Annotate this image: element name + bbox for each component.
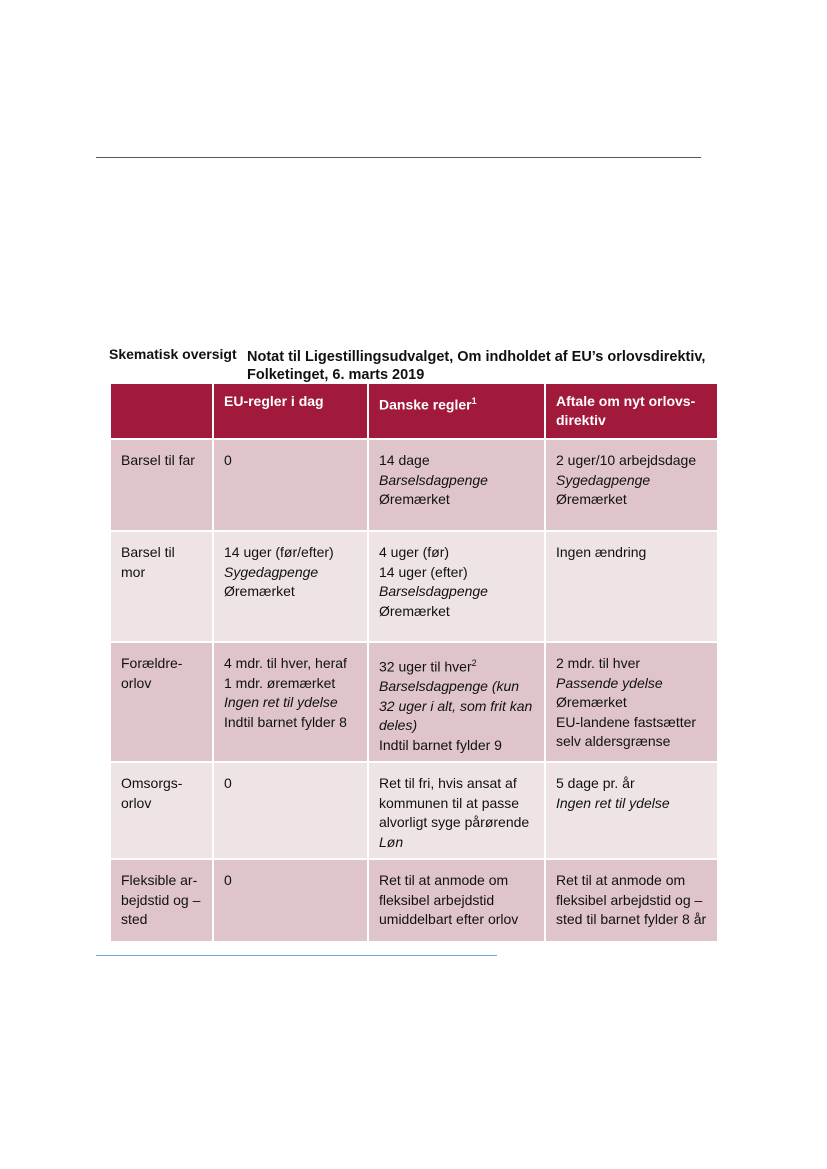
cell-line: 0 — [224, 452, 232, 468]
cell-eu-now — [214, 763, 367, 860]
cell-line: Passende ydelse — [556, 674, 663, 691]
row-label: Barsel til far — [111, 440, 212, 532]
cell-line: Ret til at anmode om fleksibel arbejdstid og –sted til barnet fylder 8 år — [556, 872, 707, 928]
cell-line: Barselsdagpenge — [379, 583, 488, 599]
cell-new-directive — [546, 860, 717, 943]
cell-eu-now — [214, 532, 367, 643]
cell-line: 2 uger/10 arbejdsdage — [556, 452, 697, 468]
cell-line: 4 mdr. til hver, heraf — [224, 655, 347, 671]
cell-line: Øremærket — [556, 491, 627, 507]
header-danish-label: Danske regler — [379, 396, 472, 413]
cell-new-directive — [546, 763, 717, 860]
cell-line: Øremærket — [556, 694, 627, 710]
cell-line: 4 uger (før) — [379, 544, 450, 560]
row-label: Barsel til mor — [111, 532, 212, 643]
table-header-row — [111, 384, 717, 440]
header-blank — [111, 384, 212, 440]
cell-danish — [369, 643, 544, 763]
cell-line: 0 — [224, 872, 232, 889]
cell-new-directive — [546, 532, 717, 643]
footnote-ref-1: 1 — [471, 396, 477, 406]
row-label: Forældre-orlov — [111, 643, 212, 763]
cell-line: 2 mdr. til hver — [556, 655, 641, 671]
cell-line: Barselsdagpenge (kun 32 uger i alt, som frit kan deles) — [379, 678, 533, 734]
cell-eu-now — [214, 860, 367, 943]
cell-line: 1 mdr. øremærket — [224, 674, 336, 691]
cell-line: 5 dage pr. år — [556, 775, 635, 792]
table-caption-source: Notat til Ligestillingsudvalget, Om indholdet af EU’s orlovsdirektiv, Folketinget, 6. marts 2019 — [247, 349, 706, 383]
table-caption-label: Skematisk oversigt — [109, 346, 237, 362]
cell-line: Sygedagpenge — [556, 471, 651, 488]
cell-line — [379, 654, 534, 677]
table-row — [111, 440, 717, 532]
cell-line: Barselsdagpenge — [379, 471, 488, 488]
cell-line: Øremærket — [379, 491, 450, 507]
cell-eu-now — [214, 643, 367, 763]
row-label: Fleksible ar-bejdstid og –sted — [111, 860, 212, 943]
cell-new-directive — [546, 440, 717, 532]
cell-line: Ret til fri, hvis ansat af kommunen til at passe alvorligt syge pårørende — [379, 775, 530, 831]
cell-line: Ingen ret til ydelse — [556, 794, 670, 811]
cell-line: Løn — [379, 833, 404, 850]
cell-line: Øremærket — [224, 583, 295, 599]
overview-table — [109, 384, 719, 943]
cell-line: Indtil barnet fylder 9 — [379, 736, 502, 753]
table-row — [111, 763, 717, 860]
row-label: Omsorgs-orlov — [111, 763, 212, 860]
header-eu-now: EU-regler i dag — [214, 384, 367, 440]
footnote-ref-2: 2 — [471, 658, 477, 668]
cell-eu-now — [214, 440, 367, 532]
table-row — [111, 643, 717, 763]
cell-text: 32 uger til hver — [379, 658, 472, 675]
cell-danish — [369, 532, 544, 643]
cell-line: Øremærket — [379, 602, 450, 619]
top-rule — [96, 157, 701, 158]
cell-line: Indtil barnet fylder 8 — [224, 713, 347, 730]
header-danish — [369, 384, 544, 440]
cell-danish — [369, 440, 544, 532]
cell-new-directive — [546, 643, 717, 763]
cell-line: 14 uger (før/efter) — [224, 544, 334, 560]
cell-danish — [369, 860, 544, 943]
cell-line: 14 dage — [379, 452, 430, 468]
table-row — [111, 532, 717, 643]
cell-line: 0 — [224, 775, 232, 792]
cell-line: Sygedagpenge — [224, 563, 319, 580]
table-row — [111, 860, 717, 943]
cell-line: Ret til at anmode om fleksibel arbejdstid umiddelbart efter orlov — [379, 872, 519, 928]
header-new-directive: Aftale om nyt orlovs-direktiv — [546, 384, 717, 440]
cell-danish — [369, 763, 544, 860]
cell-line: 14 uger (efter) — [379, 563, 468, 580]
cell-line: EU-landene fastsætter selv aldersgrænse — [556, 713, 697, 749]
cell-line: Ingen ændring — [556, 544, 647, 560]
footnote-separator — [96, 955, 497, 956]
cell-line: Ingen ret til ydelse — [224, 694, 338, 710]
